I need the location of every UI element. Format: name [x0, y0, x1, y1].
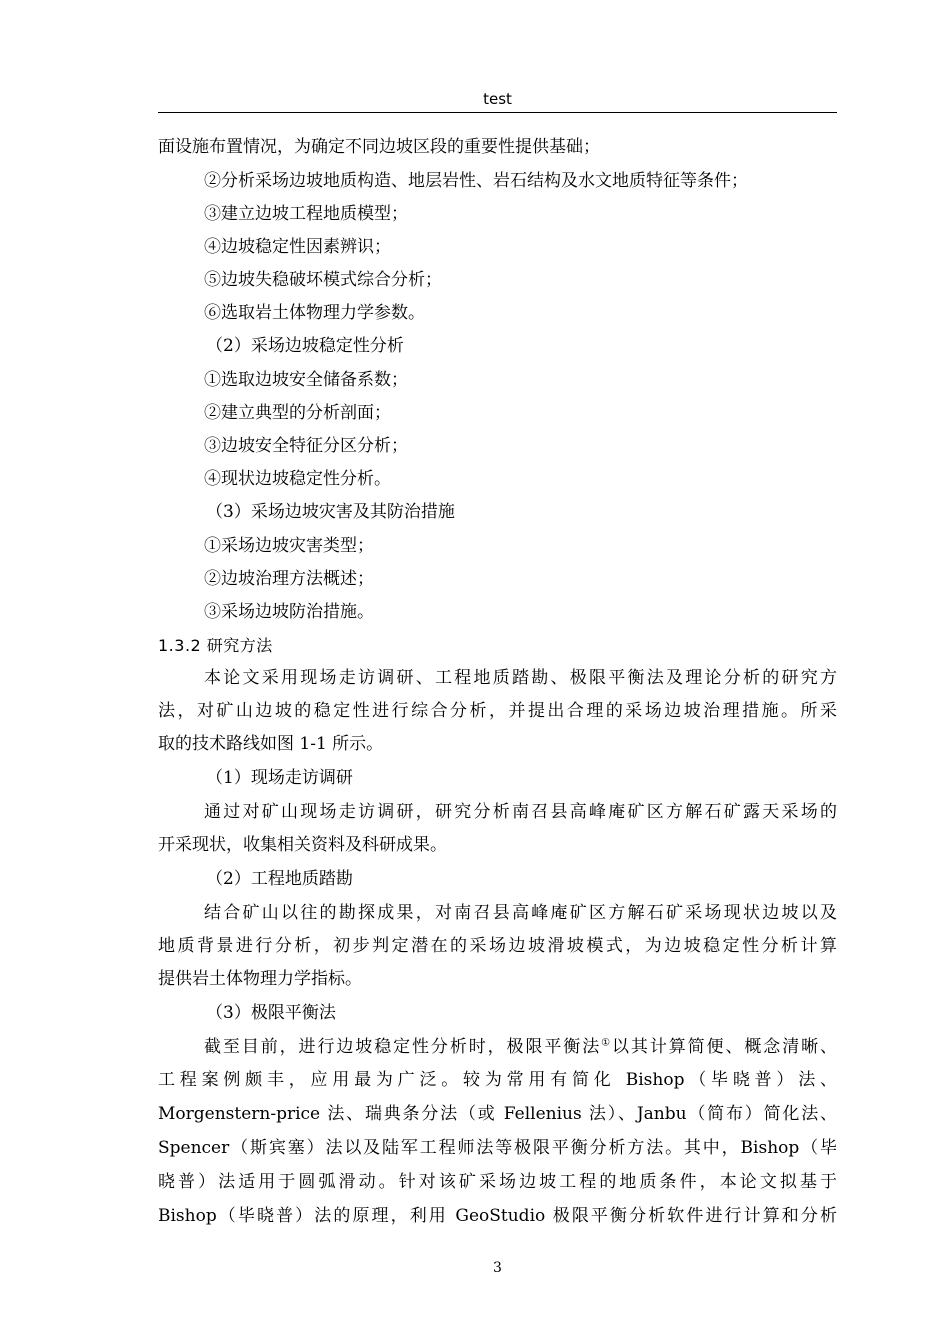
paragraph-line: 工程案例颇丰，应用最为广泛。较为常用有简化 Bishop（毕晓普）法、 — [158, 1070, 837, 1090]
list-item: ①采场边坡灾害类型； — [204, 536, 374, 556]
list-item: ④现状边坡稳定性分析。 — [204, 469, 391, 489]
paragraph-line: Morgenstern-price 法、瑞典条分法（或 Fellenius 法）、Janbu（简布）简化法、 — [158, 1104, 837, 1124]
paragraph-line — [158, 1036, 837, 1058]
paragraph-text: 截至目前，进行边坡稳定性分析时，极限平衡法 — [204, 1037, 602, 1057]
section-heading: 1.3.2 研究方法 — [158, 636, 273, 655]
paragraph-line: 取的技术路线如图 1-1 所示。 — [158, 734, 384, 754]
subsection-title: （3）采场边坡灾害及其防治措施 — [206, 502, 455, 522]
paragraph-line: 面设施布置情况，为确定不同边坡区段的重要性提供基础； — [158, 137, 600, 157]
paragraph-line: 开采现状，收集相关资料及科研成果。 — [158, 835, 447, 855]
paragraph-line: Spencer（斯宾塞）法以及陆军工程师法等极限平衡分析方法。其中，Bishop（毕 — [158, 1138, 837, 1158]
paragraph-text: 以其计算简便、概念清晰、 — [612, 1037, 837, 1057]
list-item: ②分析采场边坡地质构造、地层岩性、岩石结构及水文地质特征等条件； — [204, 171, 748, 191]
list-item: ⑤边坡失稳破坏模式综合分析； — [204, 270, 442, 290]
paragraph-line: 法，对矿山边坡的稳定性进行综合分析，并提出合理的采场边坡治理措施。所采 — [158, 701, 837, 721]
paragraph-line: 地质背景进行分析，初步判定潜在的采场边坡滑坡模式，为边坡稳定性分析计算 — [158, 936, 837, 956]
list-item: ②建立典型的分析剖面； — [204, 403, 391, 423]
paragraph-line: 晓普）法适用于圆弧滑动。针对该矿采场边坡工程的地质条件，本论文拟基于 — [158, 1172, 837, 1192]
list-item: ①选取边坡安全储备系数； — [204, 370, 408, 390]
subsection-title: （1）现场走访调研 — [206, 768, 353, 788]
list-item: ②边坡治理方法概述； — [204, 569, 374, 589]
paragraph-line: 通过对矿山现场走访调研，研究分析南召县高峰庵矿区方解石矿露天采场的 — [204, 802, 837, 822]
page-number: 3 — [493, 1260, 502, 1276]
subsection-title: （2）采场边坡稳定性分析 — [206, 336, 404, 356]
footnote-marker[interactable]: ① — [601, 1037, 612, 1049]
paragraph-line: Bishop（毕晓普）法的原理，利用 GeoStudio 极限平衡分析软件进行计算和分析 — [158, 1206, 837, 1226]
list-item: ③边坡安全特征分区分析； — [204, 436, 408, 456]
page-header-title: test — [483, 90, 512, 108]
list-item: ③建立边坡工程地质模型； — [204, 204, 408, 224]
subsection-title: （3）极限平衡法 — [206, 1003, 336, 1023]
paragraph-line: 结合矿山以往的勘探成果，对南召县高峰庵矿区方解石矿采场现状边坡以及 — [204, 903, 837, 923]
header-divider — [158, 112, 837, 113]
paragraph-line: 提供岩土体物理力学指标。 — [158, 969, 362, 989]
list-item: ④边坡稳定性因素辨识； — [204, 237, 391, 257]
subsection-title: （2）工程地质踏勘 — [206, 869, 353, 889]
paragraph-line: 本论文采用现场走访调研、工程地质踏勘、极限平衡法及理论分析的研究方 — [204, 668, 837, 688]
list-item: ⑥选取岩土体物理力学参数。 — [204, 303, 425, 323]
list-item: ③采场边坡防治措施。 — [204, 602, 374, 622]
